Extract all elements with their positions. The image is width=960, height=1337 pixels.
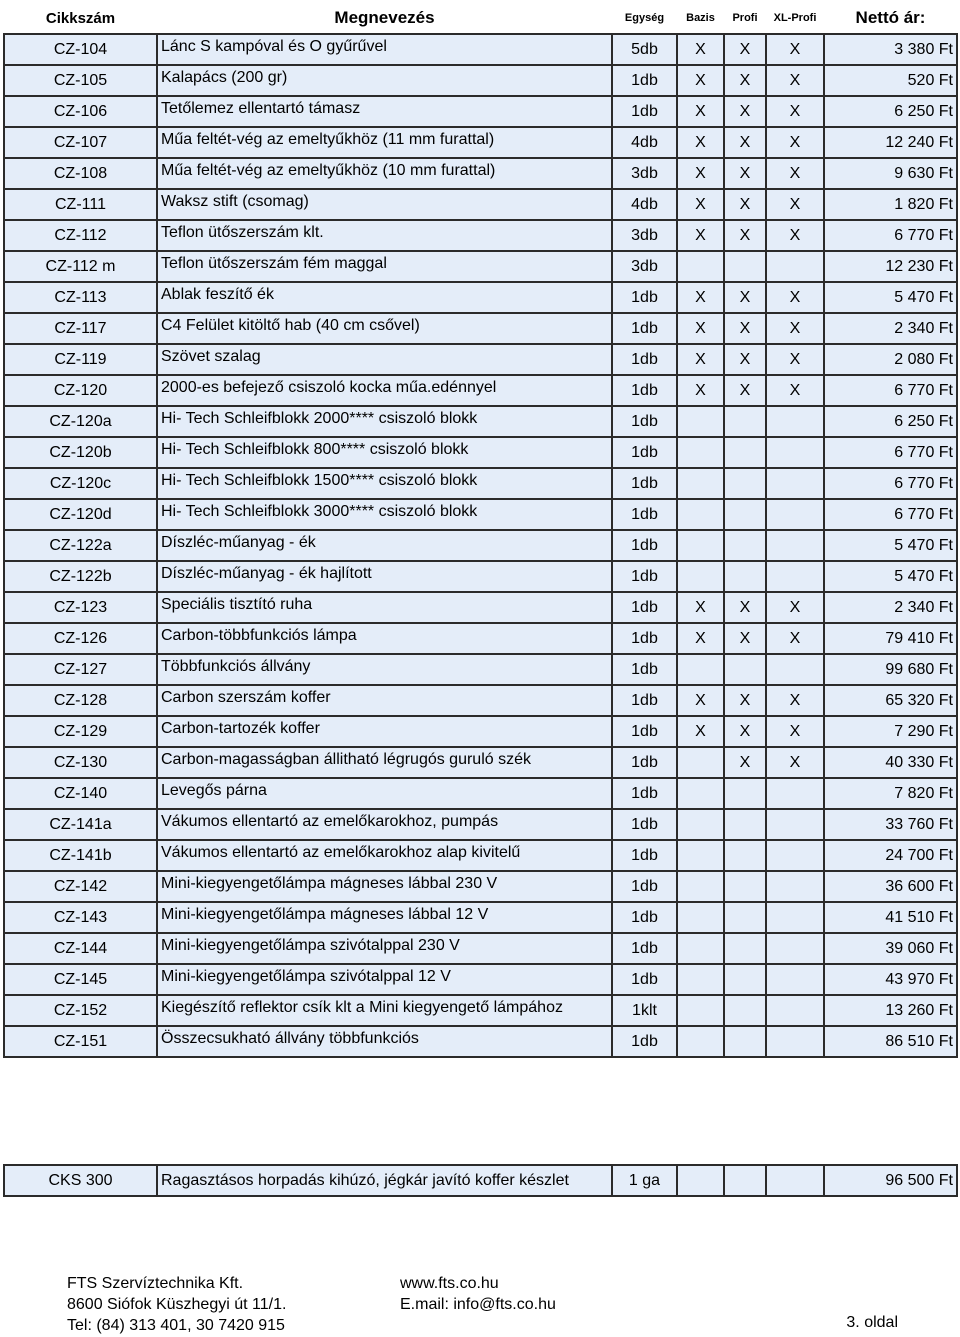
cell-bazis: X (677, 158, 724, 189)
cell-price: 33 760 Ft (824, 809, 957, 840)
cell-xl-profi (766, 654, 824, 685)
cell-xl-profi (766, 902, 824, 933)
cell-bazis: X (677, 716, 724, 747)
cell-price: 2 340 Ft (824, 592, 957, 623)
table-row (4, 1026, 957, 1057)
cell-name: Lánc S kampóval és O gyűrűvel (157, 34, 612, 65)
table-row (4, 902, 957, 933)
cell-price: 5 470 Ft (824, 530, 957, 561)
cell-unit: 1db (612, 840, 677, 871)
cell-unit: 1db (612, 778, 677, 809)
table-row (4, 654, 957, 685)
cell-xl-profi (766, 406, 824, 437)
extra-table (3, 1164, 958, 1197)
cell-xl-profi: X (766, 623, 824, 654)
cell-bazis (677, 561, 724, 592)
cell-unit: 1db (612, 902, 677, 933)
cell-profi (724, 809, 766, 840)
cell-xl-profi (766, 871, 824, 902)
table-row (4, 344, 957, 375)
cell-name: Mini-kiegyengetőlámpa mágneses lábbal 12 V (157, 902, 612, 933)
cell-price: 40 330 Ft (824, 747, 957, 778)
cell-name: Többfunkciós állvány (157, 654, 612, 685)
table-row (4, 1165, 957, 1196)
cell-price: 13 260 Ft (824, 995, 957, 1026)
cell-bazis (677, 530, 724, 561)
footer-address: 8600 Siófok Küszhegyi út 11/1. (67, 1296, 287, 1313)
cell-profi: X (724, 34, 766, 65)
cell-bazis: X (677, 375, 724, 406)
table-row (4, 251, 957, 282)
cell-price: 6 770 Ft (824, 468, 957, 499)
cell-price: 5 470 Ft (824, 561, 957, 592)
cell-profi: X (724, 623, 766, 654)
cell-unit: 1db (612, 747, 677, 778)
header-xl-profi: XL-Profi (766, 3, 824, 34)
cell-price: 12 230 Ft (824, 251, 957, 282)
cell-unit: 1db (612, 592, 677, 623)
cell-profi: X (724, 344, 766, 375)
cell-profi (724, 251, 766, 282)
cell-unit: 1db (612, 313, 677, 344)
cell-unit: 4db (612, 127, 677, 158)
cell-id: CZ-111 (4, 189, 157, 220)
cell-xl-profi: X (766, 158, 824, 189)
cell-profi: X (724, 716, 766, 747)
cell-xl-profi (766, 933, 824, 964)
cell-bazis: X (677, 65, 724, 96)
cell-bazis: X (677, 189, 724, 220)
table-row (4, 530, 957, 561)
cell-profi (724, 1165, 766, 1196)
cell-id: CZ-105 (4, 65, 157, 96)
table-row (4, 220, 957, 251)
header-bazis: Bazis (677, 3, 724, 34)
table-row (4, 34, 957, 65)
table-row (4, 871, 957, 902)
cell-id: CZ-122b (4, 561, 157, 592)
cell-price: 2 340 Ft (824, 313, 957, 344)
cell-unit: 1db (612, 933, 677, 964)
cell-bazis (677, 995, 724, 1026)
cell-name: 2000-es befejező csiszoló kocka műa.edénnyel (157, 375, 612, 406)
cell-xl-profi (766, 778, 824, 809)
cell-profi (724, 964, 766, 995)
table-header-row (4, 3, 957, 34)
table-row (4, 964, 957, 995)
cell-bazis: X (677, 34, 724, 65)
cell-id: CZ-127 (4, 654, 157, 685)
cell-unit: 1klt (612, 995, 677, 1026)
cell-xl-profi (766, 437, 824, 468)
table-row (4, 499, 957, 530)
cell-profi (724, 437, 766, 468)
cell-id: CKS 300 (4, 1165, 157, 1196)
cell-profi: X (724, 220, 766, 251)
cell-id: CZ-117 (4, 313, 157, 344)
cell-unit: 1db (612, 468, 677, 499)
cell-name: Vákumos ellentartó az emelőkarokhoz alap kivitelű (157, 840, 612, 871)
table-row (4, 468, 957, 499)
cell-name: Ablak feszítő ék (157, 282, 612, 313)
cell-profi: X (724, 592, 766, 623)
cell-xl-profi: X (766, 747, 824, 778)
cell-id: CZ-104 (4, 34, 157, 65)
cell-name: Carbon szerszám koffer (157, 685, 612, 716)
cell-unit: 1db (612, 65, 677, 96)
footer-contact-block (400, 1273, 556, 1315)
cell-id: CZ-141b (4, 840, 157, 871)
cell-id: CZ-120b (4, 437, 157, 468)
cell-name: Díszléc-műanyag - ék hajlított (157, 561, 612, 592)
cell-id: CZ-119 (4, 344, 157, 375)
cell-xl-profi: X (766, 685, 824, 716)
cell-bazis: X (677, 623, 724, 654)
cell-unit: 1db (612, 344, 677, 375)
cell-id: CZ-107 (4, 127, 157, 158)
cell-bazis (677, 964, 724, 995)
cell-profi (724, 561, 766, 592)
cell-bazis: X (677, 282, 724, 313)
cell-profi: X (724, 127, 766, 158)
cell-price: 79 410 Ft (824, 623, 957, 654)
cell-xl-profi: X (766, 220, 824, 251)
cell-name: Teflon ütőszerszám fém maggal (157, 251, 612, 282)
cell-name: Műa feltét-vég az emeltyűkhöz (10 mm furattal) (157, 158, 612, 189)
cell-profi (724, 530, 766, 561)
cell-name: Carbon-többfunkciós lámpa (157, 623, 612, 654)
cell-name: Kalapács (200 gr) (157, 65, 612, 96)
cell-price: 6 770 Ft (824, 437, 957, 468)
cell-unit: 5db (612, 34, 677, 65)
cell-name: C4 Felület kitöltő hab (40 cm csővel) (157, 313, 612, 344)
cell-price: 36 600 Ft (824, 871, 957, 902)
table-row (4, 561, 957, 592)
footer-company-block (67, 1273, 286, 1336)
cell-price: 86 510 Ft (824, 1026, 957, 1057)
cell-profi (724, 778, 766, 809)
cell-unit: 1db (612, 1026, 677, 1057)
table-row (4, 406, 957, 437)
cell-bazis (677, 499, 724, 530)
table-row (4, 747, 957, 778)
cell-name: Speciális tisztító ruha (157, 592, 612, 623)
cell-price: 7 290 Ft (824, 716, 957, 747)
cell-id: CZ-106 (4, 96, 157, 127)
cell-xl-profi: X (766, 313, 824, 344)
cell-id: CZ-108 (4, 158, 157, 189)
table-row (4, 778, 957, 809)
cell-id: CZ-143 (4, 902, 157, 933)
cell-unit: 1db (612, 499, 677, 530)
cell-id: CZ-120c (4, 468, 157, 499)
cell-price: 6 770 Ft (824, 220, 957, 251)
cell-xl-profi: X (766, 96, 824, 127)
cell-bazis: X (677, 96, 724, 127)
cell-id: CZ-141a (4, 809, 157, 840)
cell-profi (724, 871, 766, 902)
header-price: Nettó ár: (824, 3, 957, 34)
table-row (4, 592, 957, 623)
table-row (4, 809, 957, 840)
cell-unit: 1db (612, 685, 677, 716)
page-number: 3. oldal (846, 1314, 898, 1331)
cell-name: Hi- Tech Schleifblokk 2000**** csiszoló blokk (157, 406, 612, 437)
price-table (3, 3, 958, 1058)
cell-profi (724, 902, 766, 933)
cell-unit: 1 ga (612, 1165, 677, 1196)
cell-unit: 4db (612, 189, 677, 220)
cell-id: CZ-129 (4, 716, 157, 747)
cell-bazis (677, 809, 724, 840)
cell-xl-profi (766, 1165, 824, 1196)
cell-name: Műa feltét-vég az emeltyűkhöz (11 mm furattal) (157, 127, 612, 158)
cell-profi: X (724, 313, 766, 344)
cell-name: Hi- Tech Schleifblokk 1500**** csiszoló blokk (157, 468, 612, 499)
footer-phone: Tel: (84) 313 401, 30 7420 915 (67, 1317, 285, 1334)
cell-price: 5 470 Ft (824, 282, 957, 313)
cell-name: Teflon ütőszerszám klt. (157, 220, 612, 251)
cell-profi (724, 406, 766, 437)
cell-bazis (677, 251, 724, 282)
cell-name: Összecsukható állvány többfunkciós (157, 1026, 612, 1057)
cell-xl-profi (766, 964, 824, 995)
cell-profi: X (724, 375, 766, 406)
cell-xl-profi: X (766, 592, 824, 623)
cell-xl-profi (766, 499, 824, 530)
cell-unit: 1db (612, 561, 677, 592)
cell-xl-profi (766, 468, 824, 499)
cell-name: Carbon-magasságban állitható légrugós guruló szék (157, 747, 612, 778)
cell-profi: X (724, 747, 766, 778)
header-unit: Egység (612, 3, 677, 34)
cell-bazis (677, 778, 724, 809)
cell-xl-profi (766, 840, 824, 871)
cell-profi: X (724, 65, 766, 96)
table-row (4, 282, 957, 313)
cell-profi: X (724, 685, 766, 716)
cell-unit: 1db (612, 375, 677, 406)
cell-xl-profi (766, 1026, 824, 1057)
cell-name: Mini-kiegyengetőlámpa szivótalppal 230 V (157, 933, 612, 964)
cell-name: Levegős párna (157, 778, 612, 809)
table-row (4, 685, 957, 716)
cell-price: 99 680 Ft (824, 654, 957, 685)
cell-id: CZ-113 (4, 282, 157, 313)
table-row (4, 840, 957, 871)
cell-unit: 1db (612, 654, 677, 685)
cell-profi: X (724, 158, 766, 189)
cell-xl-profi: X (766, 34, 824, 65)
cell-id: CZ-120 (4, 375, 157, 406)
cell-profi: X (724, 189, 766, 220)
cell-name: Vákumos ellentartó az emelőkarokhoz, pumpás (157, 809, 612, 840)
cell-unit: 1db (612, 406, 677, 437)
table-row (4, 127, 957, 158)
cell-unit: 1db (612, 282, 677, 313)
cell-name: Hi- Tech Schleifblokk 3000**** csiszoló blokk (157, 499, 612, 530)
cell-bazis (677, 840, 724, 871)
cell-bazis: X (677, 313, 724, 344)
cell-unit: 1db (612, 964, 677, 995)
cell-id: CZ-142 (4, 871, 157, 902)
cell-xl-profi (766, 251, 824, 282)
table-row (4, 716, 957, 747)
cell-unit: 1db (612, 871, 677, 902)
cell-price: 6 770 Ft (824, 375, 957, 406)
cell-unit: 3db (612, 251, 677, 282)
cell-id: CZ-123 (4, 592, 157, 623)
cell-profi: X (724, 282, 766, 313)
cell-name: Szövet szalag (157, 344, 612, 375)
cell-price: 6 250 Ft (824, 96, 957, 127)
cell-id: CZ-122a (4, 530, 157, 561)
cell-xl-profi (766, 530, 824, 561)
cell-price: 520 Ft (824, 65, 957, 96)
cell-bazis (677, 902, 724, 933)
cell-price: 9 630 Ft (824, 158, 957, 189)
cell-name: Tetőlemez ellentartó támasz (157, 96, 612, 127)
cell-xl-profi (766, 995, 824, 1026)
cell-id: CZ-130 (4, 747, 157, 778)
cell-price: 6 770 Ft (824, 499, 957, 530)
cell-price: 39 060 Ft (824, 933, 957, 964)
header-id: Cikkszám (4, 3, 157, 34)
cell-xl-profi: X (766, 282, 824, 313)
table-row (4, 437, 957, 468)
cell-xl-profi: X (766, 375, 824, 406)
table-row (4, 158, 957, 189)
cell-unit: 1db (612, 623, 677, 654)
cell-id: CZ-145 (4, 964, 157, 995)
cell-profi (724, 654, 766, 685)
cell-name: Hi- Tech Schleifblokk 800**** csiszoló blokk (157, 437, 612, 468)
cell-bazis (677, 747, 724, 778)
cell-bazis: X (677, 685, 724, 716)
cell-profi (724, 499, 766, 530)
cell-bazis (677, 437, 724, 468)
cell-bazis: X (677, 592, 724, 623)
cell-unit: 3db (612, 220, 677, 251)
table-body (4, 34, 957, 1057)
cell-unit: 3db (612, 158, 677, 189)
cell-profi (724, 840, 766, 871)
cell-id: CZ-151 (4, 1026, 157, 1057)
cell-id: CZ-112 m (4, 251, 157, 282)
cell-bazis: X (677, 127, 724, 158)
cell-xl-profi: X (766, 127, 824, 158)
footer-email-link[interactable]: E.mail: info@fts.co.hu (400, 1296, 556, 1313)
cell-unit: 1db (612, 96, 677, 127)
table-row (4, 995, 957, 1026)
cell-name: Ragasztásos horpadás kihúzó, jégkár javító koffer készlet (157, 1165, 612, 1196)
cell-bazis (677, 1026, 724, 1057)
cell-name: Díszléc-műanyag - ék (157, 530, 612, 561)
cell-xl-profi: X (766, 716, 824, 747)
table-row (4, 189, 957, 220)
cell-price: 24 700 Ft (824, 840, 957, 871)
cell-price: 3 380 Ft (824, 34, 957, 65)
cell-profi (724, 1026, 766, 1057)
header-name: Megnevezés (157, 3, 612, 34)
cell-bazis (677, 1165, 724, 1196)
cell-xl-profi (766, 561, 824, 592)
cell-bazis (677, 654, 724, 685)
cell-bazis (677, 933, 724, 964)
cell-id: CZ-120a (4, 406, 157, 437)
cell-name: Waksz stift (csomag) (157, 189, 612, 220)
cell-profi: X (724, 96, 766, 127)
table-row (4, 313, 957, 344)
cell-price: 43 970 Ft (824, 964, 957, 995)
cell-xl-profi: X (766, 344, 824, 375)
cell-bazis: X (677, 344, 724, 375)
cell-unit: 1db (612, 437, 677, 468)
table-row (4, 96, 957, 127)
cell-price: 1 820 Ft (824, 189, 957, 220)
table-row (4, 933, 957, 964)
cell-price: 96 500 Ft (824, 1165, 957, 1196)
cell-xl-profi: X (766, 189, 824, 220)
cell-unit: 1db (612, 809, 677, 840)
cell-name: Mini-kiegyengetőlámpa mágneses lábbal 230 V (157, 871, 612, 902)
cell-price: 6 250 Ft (824, 406, 957, 437)
cell-profi (724, 933, 766, 964)
cell-profi (724, 468, 766, 499)
cell-bazis: X (677, 220, 724, 251)
cell-price: 65 320 Ft (824, 685, 957, 716)
cell-xl-profi (766, 809, 824, 840)
header-profi: Profi (724, 3, 766, 34)
cell-bazis (677, 406, 724, 437)
cell-profi (724, 995, 766, 1026)
footer-company: FTS Szervíztechnika Kft. (67, 1275, 244, 1292)
cell-price: 2 080 Ft (824, 344, 957, 375)
table-row (4, 623, 957, 654)
cell-id: CZ-126 (4, 623, 157, 654)
table-row (4, 375, 957, 406)
cell-unit: 1db (612, 530, 677, 561)
cell-id: CZ-152 (4, 995, 157, 1026)
cell-id: CZ-128 (4, 685, 157, 716)
cell-id: CZ-140 (4, 778, 157, 809)
cell-name: Mini-kiegyengetőlámpa szivótalppal 12 V (157, 964, 612, 995)
table-row (4, 65, 957, 96)
cell-xl-profi: X (766, 65, 824, 96)
cell-price: 12 240 Ft (824, 127, 957, 158)
cell-unit: 1db (612, 716, 677, 747)
cell-id: CZ-120d (4, 499, 157, 530)
cell-bazis (677, 871, 724, 902)
cell-bazis (677, 468, 724, 499)
footer-web-link[interactable]: www.fts.co.hu (400, 1275, 499, 1292)
cell-id: CZ-144 (4, 933, 157, 964)
cell-id: CZ-112 (4, 220, 157, 251)
cell-name: Carbon-tartozék koffer (157, 716, 612, 747)
cell-name: Kiegészítő reflektor csík klt a Mini kiegyengető lámpához (157, 995, 612, 1026)
cell-price: 7 820 Ft (824, 778, 957, 809)
cell-price: 41 510 Ft (824, 902, 957, 933)
